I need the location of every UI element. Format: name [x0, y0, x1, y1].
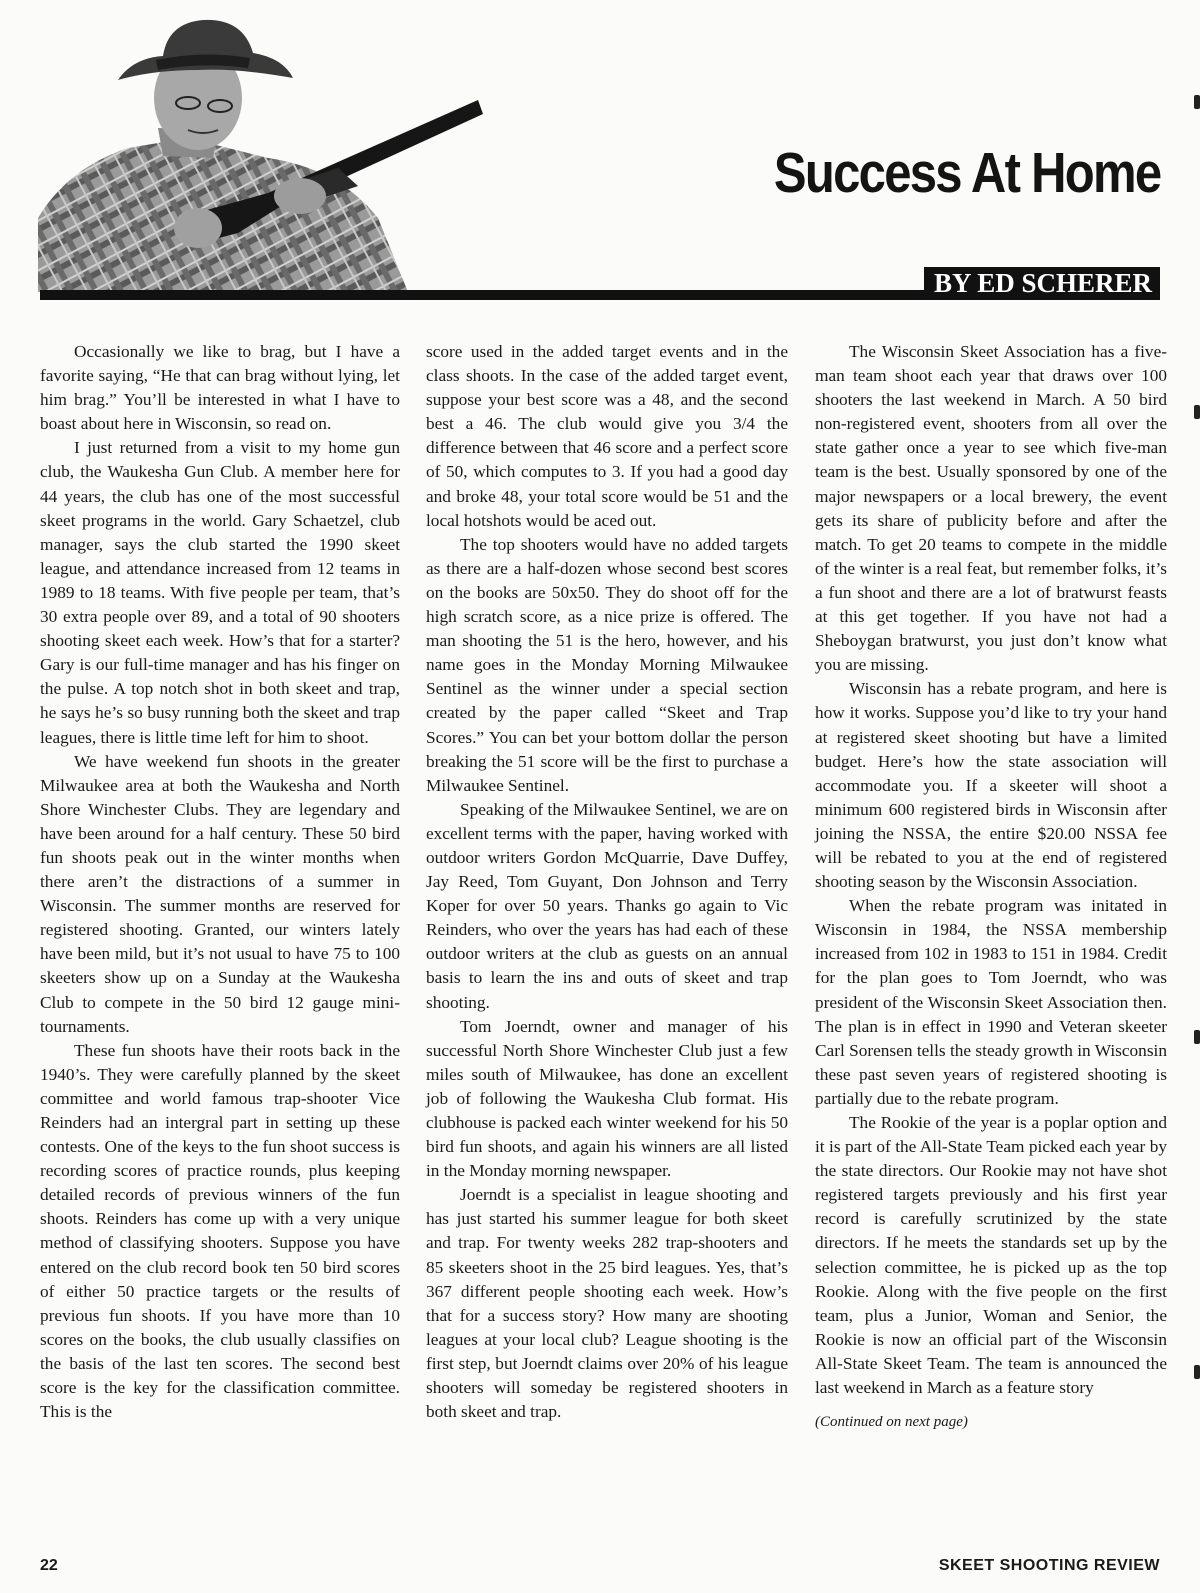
edge-mark	[1194, 1030, 1200, 1044]
man-with-shotgun-photo	[38, 18, 508, 292]
paragraph: The top shooters would have no added targets as there are a half-dozen whose second best scores on the books are 50x50. They do shoot off for the high scratch score, as a nice prize is offered. The man shooting the 51 is the hero, however, and his name goes in the Monday Morning Milwaukee Sentinel as the winner under a special section created by the paper called “Skeet and Trap Scores.” You can bet your bottom dollar the person breaking the 51 score will be the first to purchase a Milwaukee Sentinel.	[426, 534, 788, 795]
edge-mark	[1194, 1365, 1200, 1379]
continued-note: (Continued on next page)	[815, 1414, 968, 1431]
paragraph: These fun shoots have their roots back in the 1940’s. They were carefully planned by the skeet committee and world famous trap-shooter Vice Reinders had an intergral part in setting up these contests. One of the keys to the fun shoot success is recording scores of practice rounds, plus keeping detailed records of previous winners of the fun shoots. Reinders has come up with a very unique method of classifying shooters. Suppose you have entered on the club record book ten 50 bird scores of either 50 practice targets or the results of previous fun shoots. If you have more than 10 scores on the books, the club usually classifies on the basis of the last ten scores. The second best score is the key for the classification committee. This is the	[40, 1040, 400, 1422]
paragraph: The Rookie of the year is a poplar option and it is part of the All-State Team picked each year by the state directors. Our Rookie may not have shot registered targets previously and his first year record is carefully scrutinized by the state directors. If he meets the standards set up by the selection committee, he is picked up as the top Rookie. Along with the five people on the first team, plus a Junior, Woman and Senior, the Rookie is now an official part of the Wisconsin All-State Skeet Team. The team is announced the last weekend in March as a feature story	[815, 1113, 1167, 1398]
magazine-name: SKEET SHOOTING REVIEW	[938, 1557, 1160, 1574]
paragraph: score used in the added target events and in the class shoots. In the case of the added target event, suppose your best score was a 48, and the second best a 46. The club would give you 3/4 the difference between that 46 score and a perfect score of 50, which computes to 3. If you had a good day and broke 48, your total score would be 51 and the local hotshots would be aced out.	[426, 342, 788, 530]
paragraph: Wisconsin has a rebate program, and here is how it works. Suppose you’d like to try your hand at registered skeet shooting but have a limited budget. Here’s how the state association will accommodate you. If a skeeter will shoot a minimum 600 registered birds in Wisconsin after joining the NSSA, the entire $20.00 NSSA fee will be rebated to you at the end of registered shooting season by the Wisconsin Association.	[815, 679, 1167, 892]
edge-mark	[1194, 95, 1200, 109]
paragraph: Occasionally we like to brag, but I have a favorite saying, “He that can brag without lying, let him brag.” You’ll be interested in what I have to boast about here in Wisconsin, so read on.	[40, 342, 400, 434]
paragraph: I just returned from a visit to my home gun club, the Waukesha Gun Club. A member here for 44 years, the club has one of the most successful skeet programs in the world. Gary Schaetzel, club manager, says the club started the 1990 skeet league, and attendance increased from 12 teams in 1989 to 18 teams. With five people per team, that’s 30 extra people over 89, and a total of 90 shooters shooting skeet each week. How’s that for a starter? Gary is our full-time manager and has his finger on the pulse. A top notch shot in both skeet and trap, he says he’s so busy running both the skeet and trap leagues, there is little time left for him to shoot.	[40, 438, 400, 747]
column-1	[40, 340, 400, 1424]
paragraph: When the rebate program was initated in Wisconsin in 1984, the NSSA membership increased from 102 in 1983 to 151 in 1984. Credit for the plan goes to Tom Joerndt, who was president of the Wisconsin Skeet Association then. The plan is in effect in 1990 and Veteran skeeter Carl Sorensen tells the steady growth in Wisconsin these past seven years of registered shooting is partially due to the rebate program.	[815, 896, 1167, 1108]
paragraph: The Wisconsin Skeet Association has a five-man team shoot each year that draws over 100 shooters the last weekend in March. A 50 bird non-registered event, shooters from all over the state gather once a year to see which five-man team is the best. Usually sponsored by one of the major newspapers or a local brewery, the event gets its share of publicity before and after the match. To get 20 teams to compete in the middle of the winter is a real feat, but remember folks, it’s a fun shoot and there are a lot of bratwurst feasts at this get together. If you have not had a Sheboygan bratwurst, you just don’t know what you are missing.	[815, 342, 1167, 675]
paragraph: Joerndt is a specialist in league shooting and has just started his summer league for both skeet and trap. For twenty weeks 282 trap-shooters and 85 skeeters shoot in the 25 bird leagues. Yes, that’s 367 different people shooting each week. How’s that for a success story? How many are shooting leagues at your local club? League shooting is the first step, but Joerndt claims over 20% of his league shooters will someday be registered shooters in both skeet and trap.	[426, 1185, 788, 1422]
edge-mark	[1194, 405, 1200, 419]
column-3	[815, 340, 1167, 1434]
article-title: Success At Home	[773, 141, 1160, 205]
page-number: 22	[40, 1557, 58, 1574]
paragraph: Speaking of the Milwaukee Sentinel, we are on excellent terms with the paper, having worked with outdoor writers Gordon McQuarrie, Dave Duffey, Jay Reed, Tom Guyant, Don Johnson and Terry Koper for over 50 years. Thanks go again to Vic Reinders, who over the years has had each of these outdoor writers at the club as guests on an annual basis to learn the ins and outs of skeet and trap shooting.	[426, 799, 788, 1012]
paragraph: We have weekend fun shoots in the greater Milwaukee area at both the Waukesha and North Shore Winchester Clubs. They are legendary and have been around for a half century. These 50 bird fun shoots peak out in the winter months when there aren’t the distractions of a summer in Wisconsin. The summer months are reserved for registered shooting. Granted, our winters lately have been mild, but it’s not usual to have 75 to 100 skeeters show up on a Sunday at the Waukesha Club to compete in the 50 bird 12 gauge mini-tournaments.	[40, 751, 400, 1036]
paragraph: Tom Joerndt, owner and manager of his successful North Shore Winchester Club just a few miles south of Milwaukee, has done an excellent job of following the Waukesha Club format. His clubhouse is packed each winter weekend for his 50 bird fun shoots, and again his winners are all listed in the Monday morning newspaper.	[426, 1016, 788, 1181]
column-2	[426, 340, 788, 1424]
byline: BY ED SCHERER	[924, 267, 1160, 300]
